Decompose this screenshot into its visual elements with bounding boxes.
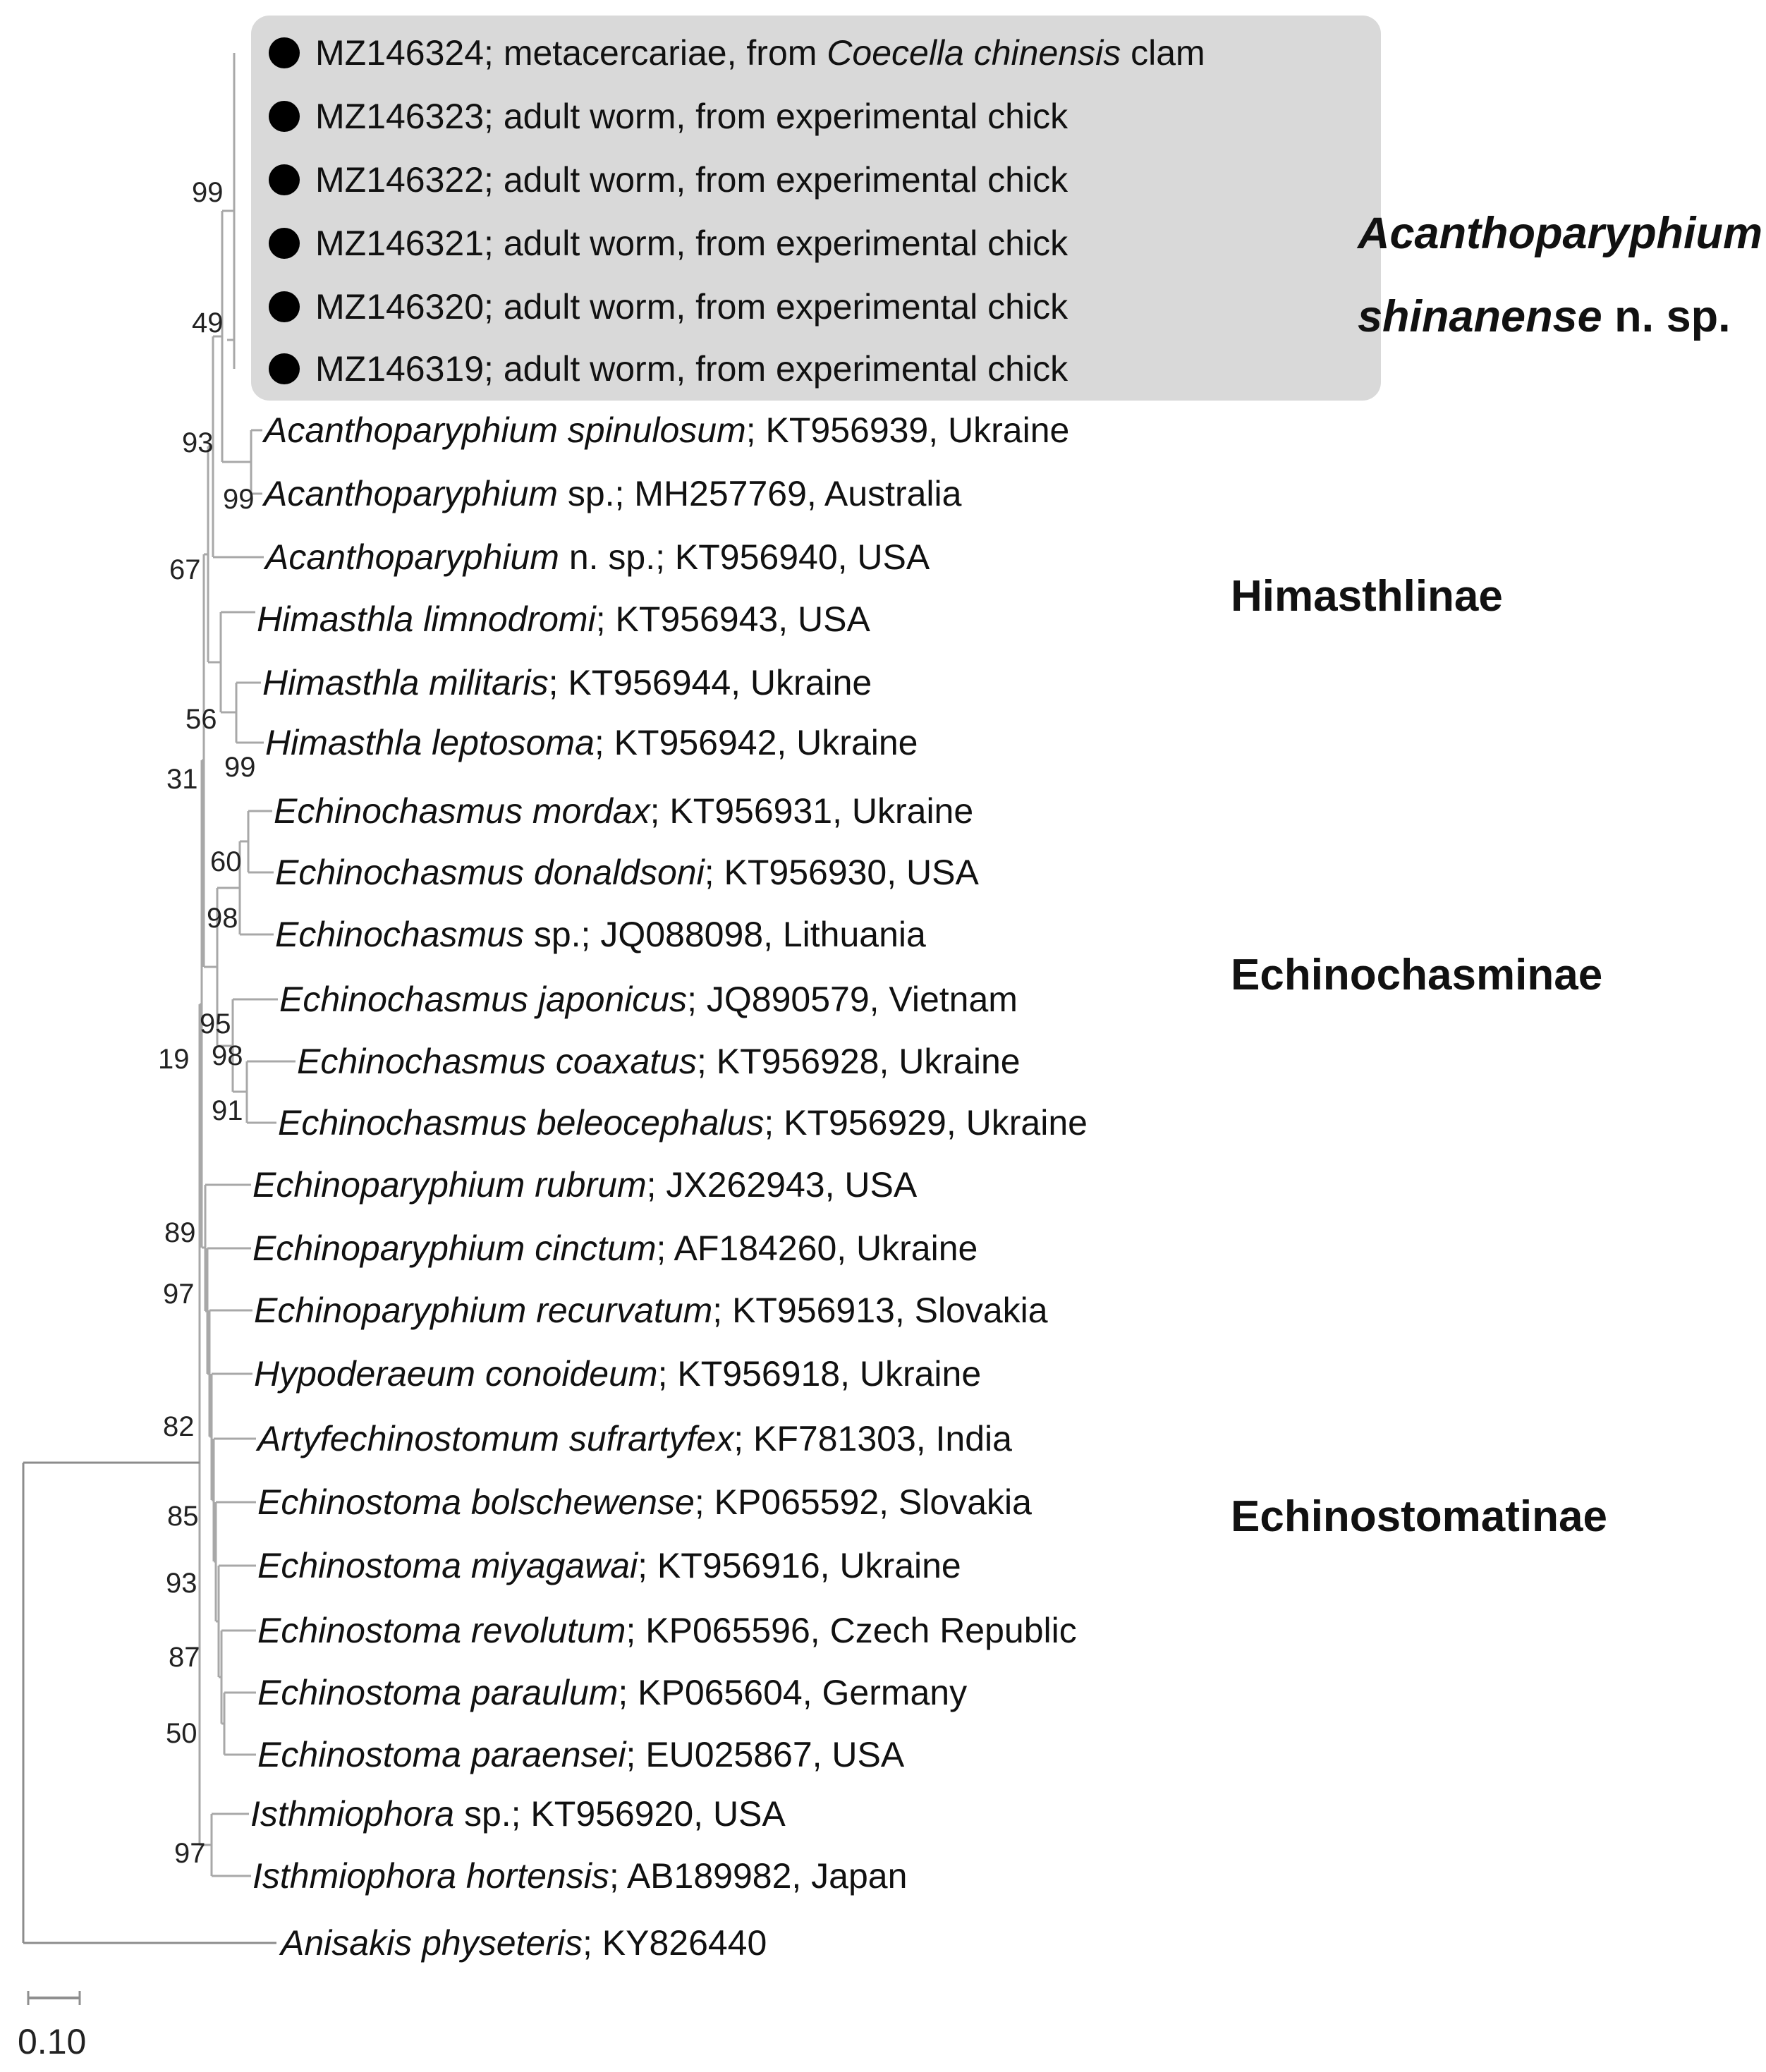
taxon-accession-text: ; KT956918, Ukraine <box>657 1354 982 1394</box>
tip-label <box>275 915 926 954</box>
taxon-accession-text: ; KT956931, Ukraine <box>650 791 974 831</box>
bootstrap-value: 99 <box>192 177 224 208</box>
tip-bullet-icon <box>269 291 300 322</box>
bootstrap-value: 85 <box>167 1501 199 1532</box>
taxon-accession-text: ; KP065604, Germany <box>618 1673 968 1712</box>
taxon-accession-text: MZ146319; adult worm, from experimental chick <box>315 349 1068 389</box>
tip-bullet-icon <box>269 164 300 195</box>
taxon-name-italic: Isthmiophora hortensis <box>252 1856 609 1896</box>
tip-label <box>265 723 918 762</box>
clade-annotations <box>1231 209 1762 1541</box>
bootstrap-value: 56 <box>185 704 217 735</box>
tip-label <box>315 160 1068 200</box>
tip-label <box>255 1419 1012 1458</box>
tip-label <box>275 853 979 892</box>
taxon-accession-text: MZ146323; adult worm, from experimental chick <box>315 97 1068 136</box>
taxon-name-italic: Echinostoma revolutum <box>257 1611 626 1650</box>
bootstrap-value: 99 <box>223 484 255 515</box>
bootstrap-value: 19 <box>158 1044 190 1075</box>
bootstrap-value: 97 <box>163 1279 195 1310</box>
tip-bullet-icon <box>269 228 300 259</box>
tip-labels-layer <box>250 33 1205 1963</box>
taxon-accession-text: ; KT956930, USA <box>704 853 979 892</box>
taxon-name-italic: Himasthla limnodromi <box>257 599 596 639</box>
taxon-name-italic: Himasthla leptosoma <box>265 723 595 762</box>
taxon-name-italic: Echinostoma bolschewense <box>257 1482 695 1522</box>
taxon-name-italic: Echinostoma paraulum <box>257 1673 619 1712</box>
new-species-label-line2 <box>1358 292 1731 341</box>
taxon-name-italic: Isthmiophora <box>250 1794 455 1834</box>
taxon-accession-text: ; JX262943, USA <box>646 1165 918 1205</box>
tip-label <box>315 349 1068 389</box>
taxon-accession-text: clam <box>1121 33 1205 73</box>
tip-bullet-icon <box>269 37 300 68</box>
tip-label <box>262 474 962 513</box>
taxon-accession-text: MZ146324; metacercariae, from <box>315 33 827 73</box>
bootstrap-value: 49 <box>192 307 224 339</box>
taxon-accession-text: ; KF781303, India <box>733 1419 1012 1458</box>
taxon-name-italic: Echinostoma miyagawai <box>257 1546 638 1585</box>
new-species-nsp: n. sp. <box>1602 292 1731 341</box>
taxon-accession-text: ; AF184260, Ukraine <box>656 1229 978 1268</box>
bootstrap-value: 50 <box>166 1718 197 1749</box>
tip-label <box>257 1546 961 1585</box>
taxon-name-italic: Echinochasmus donaldsoni <box>275 853 705 892</box>
taxon-accession-text: sp.; JQ088098, Lithuania <box>523 915 926 954</box>
taxon-accession-text: ; KT956943, USA <box>595 599 870 639</box>
taxon-name-italic: Himasthla militaris <box>262 663 549 702</box>
taxon-name-italic: Echinostoma paraensei <box>257 1735 626 1774</box>
tip-bullet-icon <box>269 101 300 132</box>
taxon-accession-text: ; JQ890579, Vietnam <box>687 980 1018 1019</box>
tip-label <box>279 1923 767 1963</box>
taxon-accession-text: ; AB189982, Japan <box>609 1856 908 1896</box>
tip-label <box>262 663 872 702</box>
taxon-accession-text: sp.; KT956920, USA <box>454 1794 786 1834</box>
taxon-accession-text: MZ146321; adult worm, from experimental chick <box>315 224 1068 263</box>
tip-label <box>257 1735 905 1774</box>
taxon-name-italic: Echinochasmus coaxatus <box>297 1042 697 1081</box>
taxon-name-italic: Echinochasmus mordax <box>274 791 650 831</box>
taxon-accession-text: sp.; MH257769, Australia <box>557 474 962 513</box>
new-species-label-line1: Acanthoparyphium <box>1358 209 1763 258</box>
taxon-accession-text: ; EU025867, USA <box>626 1735 905 1774</box>
bootstrap-value: 31 <box>166 764 198 795</box>
taxon-name-italic: Anisakis physeteris <box>281 1923 583 1963</box>
taxon-accession-text: MZ146320; adult worm, from experimental chick <box>315 287 1068 327</box>
taxon-name-italic: Echinoparyphium cinctum <box>252 1229 657 1268</box>
tip-bullet-icon <box>269 353 300 384</box>
taxon-name-italic: Echinoparyphium rubrum <box>252 1165 647 1205</box>
taxon-name-italic: Echinochasmus <box>275 915 524 954</box>
tip-label <box>252 1165 918 1205</box>
tip-label <box>254 1354 981 1394</box>
tip-label <box>257 1611 1077 1650</box>
taxon-name-italic: Acanthoparyphium <box>264 474 558 513</box>
taxon-accession-text: ; KY826440 <box>582 1923 767 1963</box>
tip-label <box>315 287 1068 327</box>
bootstrap-value: 87 <box>169 1642 200 1673</box>
tip-label <box>257 1482 1032 1522</box>
taxon-name-italic: Hypoderaeum conoideum <box>254 1354 658 1394</box>
tip-label <box>274 791 973 831</box>
bootstrap-value: 82 <box>163 1411 195 1442</box>
bootstrap-value: 89 <box>164 1217 196 1248</box>
taxon-name-italic: Acanthoparyphium <box>265 537 559 577</box>
taxon-accession-text: ; KP065596, Czech Republic <box>626 1611 1077 1650</box>
taxon-accession-text: ; KT956913, Slovakia <box>712 1291 1048 1330</box>
taxon-name-italic: Coecella chinensis <box>827 33 1121 73</box>
taxon-accession-text: ; KT956944, Ukraine <box>548 663 872 702</box>
taxon-accession-text: MZ146322; adult worm, from experimental chick <box>315 160 1068 200</box>
tip-label <box>257 599 870 639</box>
taxon-name-italic: Echinoparyphium recurvatum <box>254 1291 713 1330</box>
tip-label <box>315 33 1205 73</box>
bootstrap-value: 95 <box>200 1008 231 1040</box>
bootstrap-value: 98 <box>207 903 238 934</box>
highlight-box <box>251 16 1381 401</box>
tip-label <box>279 980 1018 1019</box>
bootstrap-value: 93 <box>182 427 214 458</box>
bootstrap-value: 60 <box>210 846 242 877</box>
bootstrap-value: 97 <box>174 1838 206 1869</box>
taxon-accession-text: ; KT956929, Ukraine <box>764 1103 1088 1142</box>
bootstrap-value: 67 <box>169 554 201 585</box>
taxon-name-italic: Artyfechinostomum sufrartyfex <box>257 1419 734 1458</box>
tip-label <box>250 1794 786 1834</box>
taxon-accession-text: ; KT956928, Ukraine <box>696 1042 1021 1081</box>
tip-label <box>263 537 930 577</box>
tip-label <box>252 1856 907 1896</box>
tip-label <box>257 1673 967 1712</box>
tip-label <box>252 1229 978 1268</box>
bootstrap-value: 98 <box>212 1040 243 1071</box>
taxon-accession-text: ; KP065592, Slovakia <box>694 1482 1032 1522</box>
clade-label-himasthlinae: Himasthlinae <box>1231 572 1503 621</box>
taxon-name-italic: Acanthoparyphium spinulosum <box>264 410 746 450</box>
taxon-accession-text: ; KT956916, Ukraine <box>638 1546 961 1585</box>
taxon-name-italic: Echinochasmus beleocephalus <box>278 1103 765 1142</box>
tip-label <box>262 410 1069 450</box>
bootstrap-value: 91 <box>212 1095 243 1126</box>
tip-label <box>254 1291 1048 1330</box>
tip-label <box>315 224 1068 263</box>
taxon-accession-text: ; KT956939, Ukraine <box>745 410 1070 450</box>
tip-label <box>278 1103 1088 1142</box>
bootstrap-value: 99 <box>224 752 256 783</box>
tip-label <box>297 1042 1021 1081</box>
scale-bar-label: 0.10 <box>18 2022 87 2061</box>
clade-label-echinostomatinae: Echinostomatinae <box>1231 1492 1607 1541</box>
bootstrap-values-layer <box>158 177 256 1869</box>
taxon-accession-text: ; KT956942, Ukraine <box>594 723 918 762</box>
taxon-name-italic: Echinochasmus japonicus <box>279 980 688 1019</box>
tip-label <box>315 97 1068 136</box>
taxon-accession-text: n. sp.; KT956940, USA <box>559 537 930 577</box>
clade-label-echinochasminae: Echinochasminae <box>1231 951 1603 999</box>
highlight-box-layer <box>251 16 1381 401</box>
bootstrap-value: 93 <box>166 1568 197 1599</box>
new-species-epithet: shinanense <box>1358 292 1602 341</box>
scale-bar <box>18 1991 86 2061</box>
